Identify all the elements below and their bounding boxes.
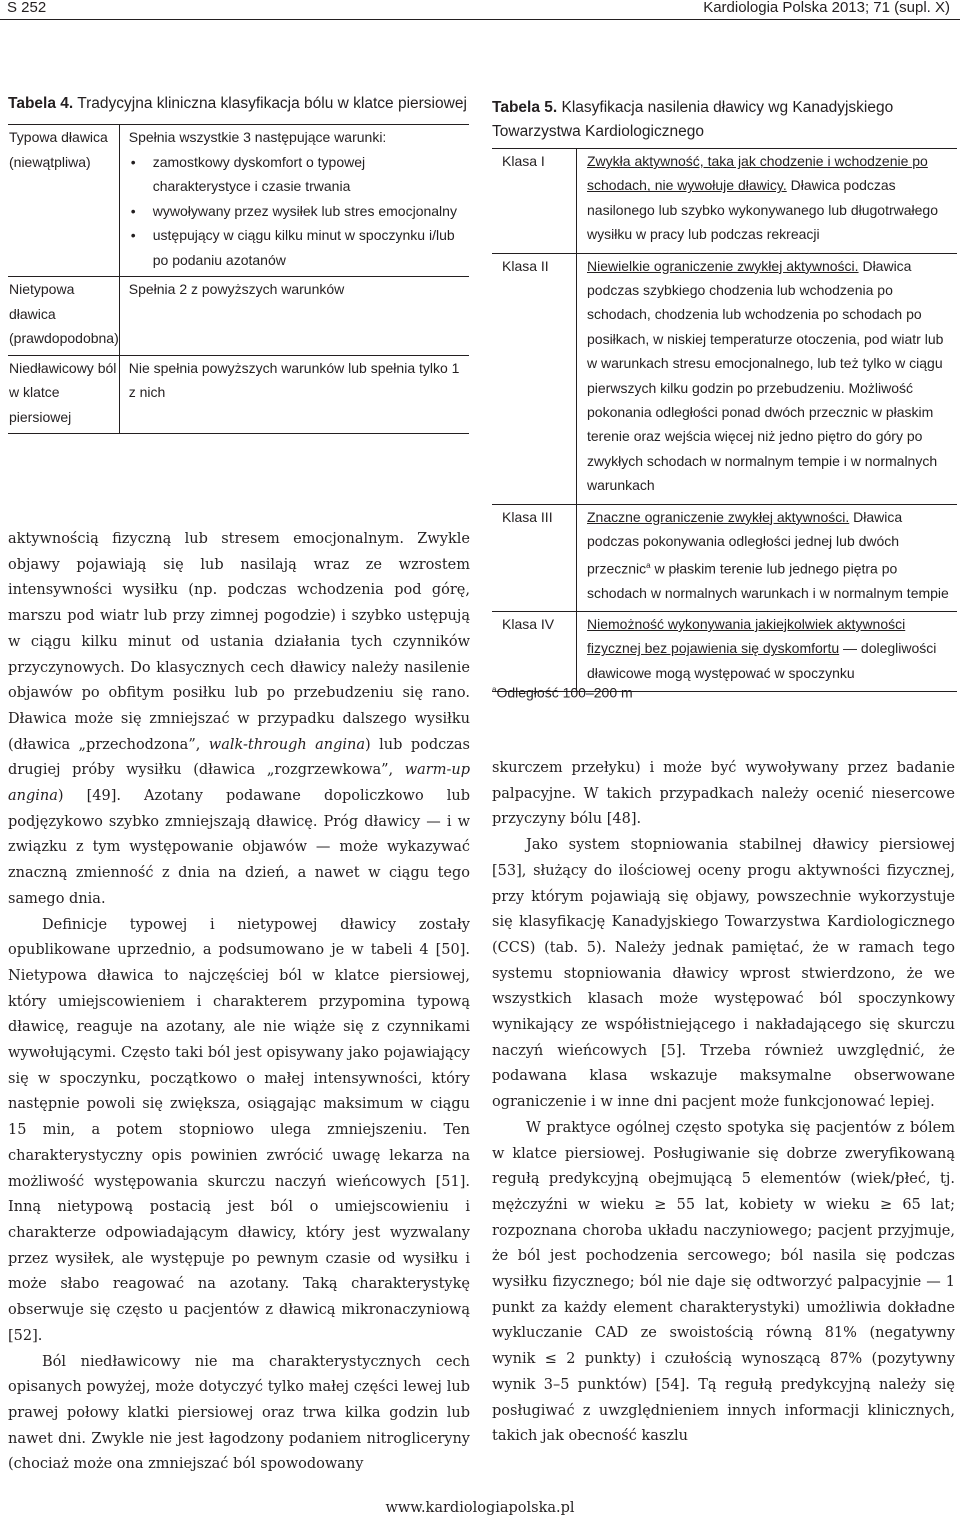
paragraph: Jako system stopniowania stabilnej dławicy piersiowej [53], służący do ilościowej oceny progu aktywności fizycznej, przy którym pojawiają się objawy, powszechnie wykorzystuje się klasyfikację Kanadyjskiego Towarzystwa Kardiologicznego (CCS) (tab. 5). Należy jednak pamiętać, że w ramach tego systemu stopniowania dławicy wprost stwierdzono, że we wszystkich klasach może występować ból spoczynkowy wynikający ze współistniejącego i nakładającego się skurczu naczyń wieńcowych [5]. Trzeba również uwzględnić, że podawana klasa wskazuje maksymalne obserwowane ograniczenie i w inne dni pacjent może funkcjonować lepiej.: [492, 837, 955, 1111]
table4-criteria: Nie spełnia powyższych warunków lub spełnia tylko 1 z nich: [128, 359, 460, 400]
footnote-text: Odległość 100–200 m: [496, 684, 633, 701]
table5-text: — dolegliwości dławicowe mogą występować w spoczynku: [587, 640, 937, 681]
table5-class: Klasa IV: [492, 611, 577, 691]
table5-row: [492, 253, 957, 504]
table4: [8, 124, 469, 434]
table5-description: [577, 253, 958, 504]
table4-criteria: [119, 125, 469, 277]
table4-row-atypical: [8, 277, 469, 356]
table4-category: Nietypowa dławica (prawdopodobna): [8, 277, 119, 356]
table4-label: Tabela 4.: [8, 95, 74, 112]
table5-title: Klasyfikacja nasilenia dławicy wg Kanadyjskiego Towarzystwa Kardiologicznego: [492, 99, 894, 140]
header-rule: [0, 19, 960, 20]
table5-description: [577, 149, 958, 254]
paragraph: W praktyce ogólnej często spotyka się pacjentów z bólem w klatce piersiowej. Posługiwanie się dobrze zweryfikowaną regułą predykcyjną obejmującą 5 elementów (wiek/płeć, tj. mężczyźni w wieku ≥ 55 lat, kobiety w wieku ≥ 65 lat; rozpoznana choroba układu naczyniowego; pacjent przyjmuje, że ból jest pochodzenia sercowego; ból nasila się podczas wysiłku fizycznego; ból nie daje się odtworzyć palpacyjnie — 1 punkt za każdy element charakterystyki) umożliwia dokładne wykluczanie CAD ze swoistością równą 81% (negatywny wynik ≤ 2 punkty) i czułością wynoszącą 87% (pozytywny wynik 3–5 punktów) [54]. Tą regułą predykcyjną należy się posługiwać z uwzględnieniem innych informacji klinicznych, takich jak obecność kaszlu: [492, 1119, 955, 1445]
table4-caption: [8, 92, 478, 116]
table4-intro: Spełnia wszystkie 3 następujące warunki:: [128, 129, 387, 145]
table5-underlined: Zwykła aktywność, taka jak chodzenie i wchodzenie po schodach, nie wywołuje dławicy.: [587, 153, 928, 194]
table5-footnote: [492, 680, 633, 703]
table4-row-typical: [8, 125, 469, 277]
paragraph: Ból niedławicowy nie ma charakterystycznych cech opisanych powyżej, może dotyczyć tylko małej części lewej lub prawej połowy klatki piersiowej oraz trwa kilka godzin lub nawet dni. Zwykle nie jest łagodzony podaniem nitrogliceryny (chociaż może ona zmniejszać ból spowodowany: [8, 1353, 470, 1473]
table4-row-noncardiac: [8, 355, 469, 434]
paragraph: [8, 527, 470, 913]
table5-class: Klasa III: [492, 504, 577, 611]
table5-class: Klasa I: [492, 149, 577, 254]
paragraph: skurczem przełyku) i może być wywoływany przez badanie palpacyjne. W takich przypadkach należy ocenić niesercowe przyczyny bólu [48].: [492, 760, 955, 828]
table5-text: Dławica podczas nasilonego lub szybko wykonywanego lub długotrwałego wysiłku w pracy lub podczas rekreacji: [587, 177, 939, 243]
table4-title: Tradycyjna kliniczna klasyfikacja bólu w klatce piersiowej: [77, 95, 467, 112]
table5-underlined: Niewielkie ograniczenie zwykłej aktywności.: [587, 257, 859, 274]
table5-class: Klasa II: [492, 253, 577, 504]
footer-url: www.kardiologiapolska.pl: [385, 1500, 575, 1516]
text-italic: warm-up angina: [8, 762, 470, 805]
text-run: ) lub podczas drugiej próby wysiłku (dławica „rozgrzewkowa”,: [8, 736, 471, 779]
table5-caption: [492, 96, 954, 144]
table5-label: Tabela 5.: [492, 99, 558, 116]
footnote-marker: a: [492, 685, 497, 694]
table5-description: [577, 504, 958, 611]
table5-description: [577, 611, 958, 691]
table5-text: w płaskim terenie lub jednego piętra po schodach w normalnych warunkach i w normalnym tempie: [587, 560, 949, 601]
table5-underlined: Niemożność wykonywania jakiejkolwiek aktywności fizycznej bez pojawienia się dyskomfortu: [587, 615, 906, 657]
table5-underlined: Znaczne ograniczenie zwykłej aktywności.: [587, 508, 850, 525]
table4-category: Typowa dławica (niewątpliwa): [8, 125, 119, 277]
text-run: aktywnością fizyczną lub stresem emocjonalnym. Zwykle objawy pojawiają się lub nasilają wraz ze wzrostem intensywności wysiłku (np. podczas wchodzenia pod górę, marszu pod wiatr lub przy zimnej pogodzie) i szybko ustępują w ciągu kilku minut od ustania działania tych czynników przyczynowych. Do klasycznych cech dławicy należy nasilenie objawów po obfitym posiłku lub po przebudzeniu się rano. Dławica może się zmniejszać w przypadku dalszego wysiłku (dławica „przechodzona”,: [8, 531, 470, 753]
left-column-text: [8, 527, 470, 1478]
table5-row: [492, 149, 957, 254]
text-italic: walk-through angina: [208, 736, 366, 753]
table5-footnote-marker: a: [646, 560, 651, 570]
page-number: S 252: [7, 0, 47, 16]
right-column-text: [492, 756, 955, 1450]
table4-bullet-list: [129, 150, 463, 273]
table5-text: Dławica podczas szybkiego chodzenia lub wchodzenia po schodach, chodzenia lub wchodzenia po schodach po posiłkach, w niskiej temperaturze otoczenia, pod wiatr lub w warunkach stresu emocjonalnego, lub też tylko w ciągu pierwszych kilku godzin po przebudzeniu. Możliwość pokonania odległości ponad dwóch przecznic w płaskim terenie oraz wejścia więcej niż jedno piętro do góry po zwykłych schodach w normalnym tempie i w normalnych warunkach: [587, 257, 944, 494]
table5-text: Dławica podczas pokonywania odległości jednej lub dwóch przecznic: [587, 508, 903, 577]
paragraph: Definicje typowej i nietypowej dławicy zostały opublikowane uprzednio, a podsumowano je w tabeli 4 [50]. Nietypowa dławica to najczęściej ból w klatce piersiowej, który umiejscowieniem i charakterem przypomina typową dławicę, reaguje na azotany, ale nie wiąże się z czynnikami wywołującymi. Często taki ból jest opisywany jako pojawiający się w spoczynku, początkowo o małej intensywności, który następnie powoli się zwiększa, osiągając maksimum w ciągu 15 min, a potem stopniowo ulega zmniejszeniu. Ten charakterystyczny opis powinien zwrócić uwagę lekarza na możliwość występowania skurczu naczyń wieńcowych [51]. Inną nietypową postacią jest ból o umiejscowieniu i charakterze odpowiadającym dławicy, który jest wyzwalany przez wysiłek, ale występuje po pewnym czasie od wysiłku i może słabo reagować na azotany. Taką charakterystykę obserwuje się często u pacjentów z dławicą mikronaczyniową [52].: [8, 916, 470, 1344]
table4-category: Niedławicowy ból w klatce piersiowej: [8, 355, 119, 434]
text-run: ) [49]. Azotany podawane dopoliczkowo lub podjęzykowo szybko zmniejszają dławicę. Próg dławicy — i w związku z tym występowanie objawów — może wykazywać znaczną zmienność z dnia na dzień, a nawet w ciągu tego samego dnia.: [8, 788, 470, 907]
journal-citation: Kardiologia Polska 2013; 71 (supl. X): [703, 0, 950, 16]
table4-bullet: • zamostkowy dyskomfort o typowej charakterystyce i czasie trwania: [129, 150, 463, 199]
table4-criteria: Spełnia 2 z powyższych warunków: [128, 281, 345, 297]
table4-bullet: • ustępujący w ciągu kilku minut w spoczynku i/lub po podaniu azotanów: [129, 223, 463, 272]
table5-row: [492, 504, 957, 611]
table4-bullet: • wywoływany przez wysiłek lub stres emocjonalny: [129, 199, 463, 224]
table5: [492, 148, 957, 692]
